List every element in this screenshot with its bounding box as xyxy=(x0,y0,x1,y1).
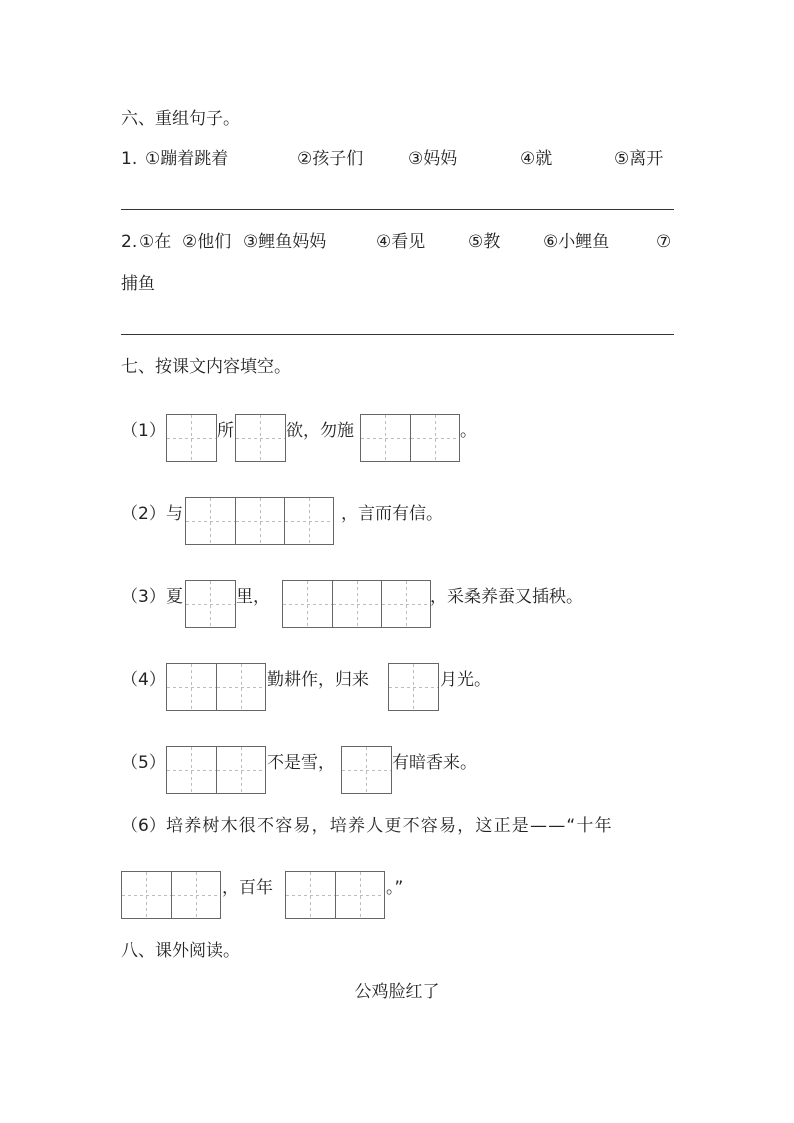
section-6-heading: 六、重组句子。 xyxy=(121,109,240,129)
writing-cell[interactable] xyxy=(235,498,284,544)
item-3-text-2: 里， xyxy=(236,587,270,607)
item-4-number: （4） xyxy=(121,670,166,690)
item-1-grid-c[interactable] xyxy=(360,414,460,462)
writing-cell[interactable] xyxy=(283,581,332,627)
writing-cell[interactable] xyxy=(286,872,335,918)
q2-word-5: ⑤教 xyxy=(468,232,501,252)
item-6-text-2: 。” xyxy=(386,878,404,898)
q1-answer-line[interactable] xyxy=(121,209,674,210)
item-5-text-2: 有暗香来。 xyxy=(392,753,477,773)
question-2-number: 2. xyxy=(121,232,138,252)
q1-word-4: ④就 xyxy=(520,149,553,169)
item-1-number: （1） xyxy=(121,421,166,441)
q1-word-5: ⑤离开 xyxy=(614,149,664,169)
item-6-number: （6） xyxy=(121,816,166,836)
q1-word-3: ③妈妈 xyxy=(408,149,458,169)
writing-cell[interactable] xyxy=(389,664,438,710)
writing-cell[interactable] xyxy=(216,664,265,710)
q2-word-2: ②他们 xyxy=(182,232,232,252)
writing-cell[interactable] xyxy=(171,872,220,918)
writing-cell[interactable] xyxy=(342,747,391,793)
q2-answer-line[interactable] xyxy=(121,334,674,335)
item-6-text-1: ，百年 xyxy=(222,878,273,898)
section-7-heading: 七、按课文内容填空。 xyxy=(121,357,291,377)
item-3-grid-a[interactable] xyxy=(185,580,236,628)
writing-cell[interactable] xyxy=(186,581,235,627)
item-5-number: （5） xyxy=(121,753,166,773)
item-1-text-2: 欲，勿施 xyxy=(286,421,354,441)
item-3-grid-b[interactable] xyxy=(282,580,431,628)
writing-cell[interactable] xyxy=(186,498,235,544)
q2-word-6: ⑥小鲤鱼 xyxy=(543,232,610,252)
item-5-text-1: 不是雪， xyxy=(267,753,335,773)
writing-cell[interactable] xyxy=(410,415,459,461)
q1-word-2: ②孩子们 xyxy=(297,149,364,169)
item-6-grid-a[interactable] xyxy=(121,871,221,919)
item-2-grid-a[interactable] xyxy=(185,497,334,545)
section-8-heading: 八、课外阅读。 xyxy=(121,941,240,961)
writing-cell[interactable] xyxy=(167,664,216,710)
q2-word-7-wrap: 捕鱼 xyxy=(121,274,155,294)
item-4-text-1: 勤耕作，归来 xyxy=(267,670,369,690)
writing-cell[interactable] xyxy=(381,581,430,627)
item-5-grid-b[interactable] xyxy=(341,746,392,794)
item-1-grid-b[interactable] xyxy=(235,414,286,462)
item-4-grid-a[interactable] xyxy=(166,663,266,711)
item-2-number: （2） xyxy=(121,504,166,524)
item-1-grid-a[interactable] xyxy=(166,414,217,462)
q1-word-1: ①蹦着跳着 xyxy=(145,149,229,169)
item-5-grid-a[interactable] xyxy=(166,746,266,794)
item-4-grid-b[interactable] xyxy=(388,663,439,711)
writing-cell[interactable] xyxy=(122,872,171,918)
item-1-text-3: 。 xyxy=(460,421,477,441)
writing-cell[interactable] xyxy=(335,872,384,918)
question-1-number: 1. xyxy=(121,149,138,169)
item-3-text-3: ，采桑养蚕又插秧。 xyxy=(430,587,583,607)
item-3-text-1: 夏 xyxy=(166,587,183,607)
item-2-text-1: 与 xyxy=(166,504,183,524)
writing-cell[interactable] xyxy=(216,747,265,793)
q2-word-1: ①在 xyxy=(139,232,172,252)
item-1-text-1: 所 xyxy=(217,421,234,441)
q2-word-3: ③鲤鱼妈妈 xyxy=(243,232,327,252)
reading-title: 公鸡脸红了 xyxy=(354,982,440,1002)
writing-cell[interactable] xyxy=(236,415,285,461)
item-3-number: （3） xyxy=(121,587,166,607)
item-6-line: 培养树木很不容易，培养人更不容易，这正是——“十年 xyxy=(166,816,613,836)
writing-cell[interactable] xyxy=(167,747,216,793)
writing-cell[interactable] xyxy=(332,581,381,627)
item-2-text-2: ，言而有信。 xyxy=(341,504,443,524)
item-6-grid-b[interactable] xyxy=(285,871,385,919)
writing-cell[interactable] xyxy=(361,415,410,461)
q2-word-4: ④看见 xyxy=(376,232,426,252)
item-4-text-2: 月光。 xyxy=(440,670,491,690)
q2-word-7: ⑦ xyxy=(656,232,672,252)
writing-cell[interactable] xyxy=(284,498,333,544)
writing-cell[interactable] xyxy=(167,415,216,461)
